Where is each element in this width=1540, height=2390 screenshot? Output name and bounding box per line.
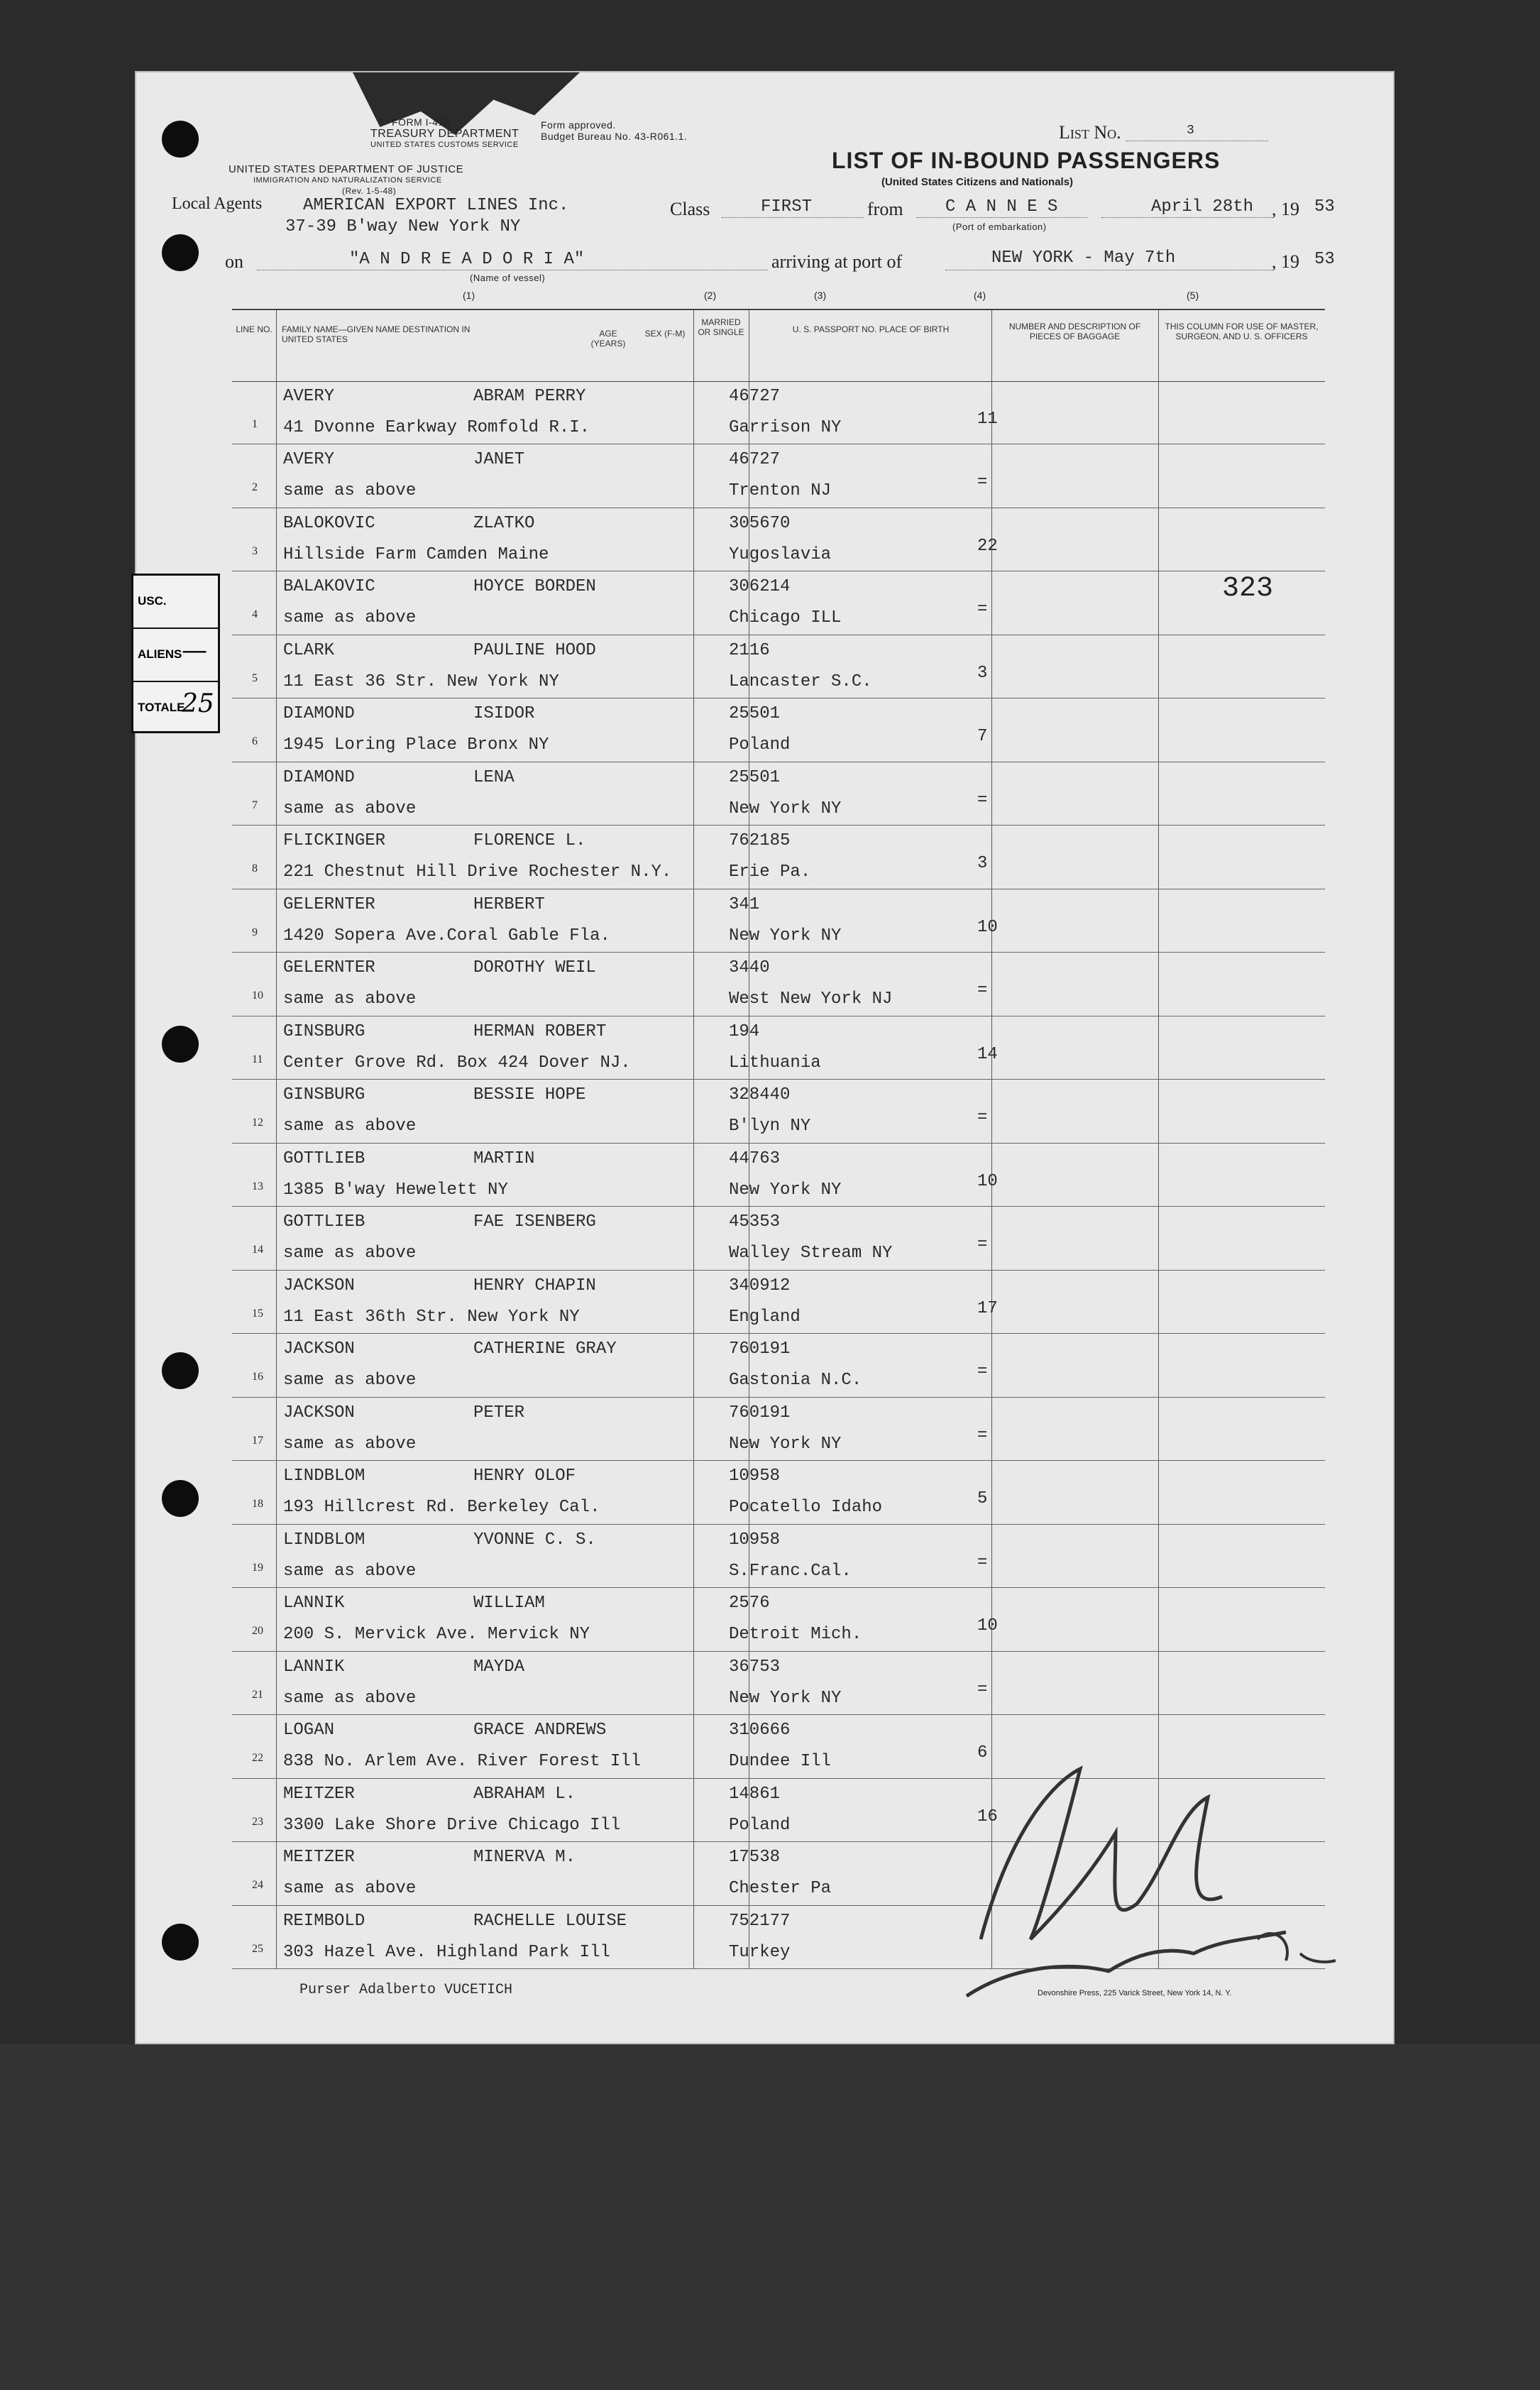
arrival-port: NEW YORK - May 7th [991, 248, 1176, 268]
line-number: 12 [252, 1117, 263, 1129]
given-name: MAYDA [473, 1657, 525, 1677]
destination-address: same as above [283, 1688, 417, 1708]
table-row [232, 1525, 1325, 1588]
family-name: AVERY [283, 450, 335, 470]
signature-stroke-1 [981, 1769, 1222, 1939]
table-row [232, 1398, 1325, 1461]
passport-number: 17538 [729, 1848, 781, 1868]
destination-address: 1385 B'way Hewelett NY [283, 1180, 508, 1200]
col-number-5: (5) [1187, 290, 1199, 301]
budget-bureau: Budget Bureau No. 43-R061.1. [541, 131, 688, 142]
table-row [232, 1652, 1325, 1715]
family-name: LINDBLOM [283, 1530, 365, 1550]
aliens-label: ALIENS [138, 647, 182, 661]
given-name: CATHERINE GRAY [473, 1339, 617, 1359]
passport-number: 762185 [729, 831, 791, 851]
line-number: 3 [252, 544, 258, 557]
line-number: 5 [252, 671, 258, 684]
table-row [232, 1080, 1325, 1143]
family-name: JACKSON [283, 1276, 355, 1295]
place-of-birth: Turkey [729, 1942, 791, 1962]
officer-total: 323 [1222, 573, 1274, 605]
line-number: 24 [252, 1879, 263, 1892]
form-subtitle: (United States Citizens and Nationals) [881, 176, 1074, 188]
passport-number: 194 [729, 1021, 760, 1041]
treasury-label: TREASURY DEPARTMENT [370, 128, 519, 140]
place-of-birth: Chicago ILL [729, 608, 842, 628]
line-number: 11 [252, 1053, 263, 1065]
place-of-birth: Lithuania [729, 1053, 821, 1073]
baggage-count: 6 [977, 1743, 988, 1763]
line-number: 4 [252, 608, 258, 621]
place-of-birth: New York NY [729, 1434, 842, 1454]
local-agents-label: Local Agents [172, 194, 263, 213]
given-name: HERBERT [473, 894, 545, 914]
family-name: GOTTLIEB [283, 1149, 365, 1168]
departure-year: 53 [1314, 197, 1335, 216]
customs-label: UNITED STATES CUSTOMS SERVICE [370, 141, 519, 149]
punch-hole [162, 1026, 199, 1063]
background-bottom [0, 2044, 1540, 2390]
alien-count-box [131, 574, 220, 733]
arriving-label: arriving at port of [771, 251, 903, 272]
passport-number: 328440 [729, 1085, 791, 1105]
given-name: BESSIE HOPE [473, 1085, 586, 1105]
passenger-table [232, 309, 1325, 1969]
table-row [232, 953, 1325, 1016]
given-name: PETER [473, 1403, 525, 1423]
line-number: 8 [252, 862, 258, 875]
class-value: FIRST [761, 197, 813, 216]
baggage-count: 10 [977, 1616, 998, 1636]
destination-address: 11 East 36 Str. New York NY [283, 671, 559, 691]
purser-name: Purser Adalberto VUCETICH [299, 1982, 513, 1998]
passport-number: 45353 [729, 1212, 781, 1232]
destination-address: same as above [283, 1244, 417, 1263]
baggage-count: 3 [977, 663, 988, 683]
punch-hole [162, 121, 199, 158]
place-of-birth: Erie Pa. [729, 862, 811, 882]
col-number-2: (2) [704, 290, 717, 301]
form-approved: Form approved. [541, 119, 616, 131]
press-imprint: Devonshire Press, 225 Varick Street, New York 14, N. Y. [1038, 1989, 1232, 1997]
from-label: from [867, 199, 903, 219]
destination-address: 303 Hazel Ave. Highland Park Ill [283, 1942, 610, 1962]
table-row [232, 1461, 1325, 1524]
revision: (Rev. 1-5-48) [342, 186, 397, 196]
departure-date: April 28th [1151, 197, 1254, 216]
given-name: ABRAHAM L. [473, 1784, 576, 1804]
table-row [232, 444, 1325, 508]
given-name: PAULINE HOOD [473, 640, 596, 660]
place-of-birth: West New York NJ [729, 990, 893, 1009]
family-name: BALAKOVIC [283, 577, 375, 597]
passport-number: 10958 [729, 1530, 781, 1550]
passport-number: 10958 [729, 1467, 781, 1486]
line-number: 1 [252, 418, 258, 430]
given-name: LENA [473, 767, 515, 787]
family-name: FLICKINGER [283, 831, 386, 851]
place-of-birth: New York NY [729, 1180, 842, 1200]
place-of-birth: New York NY [729, 926, 842, 945]
family-name: REIMBOLD [283, 1911, 365, 1931]
family-name: DIAMOND [283, 704, 355, 724]
aliens-value: — [182, 636, 207, 665]
form-number: FORM I-416 [392, 116, 451, 128]
given-name: FAE ISENBERG [473, 1212, 596, 1232]
line-number: 13 [252, 1180, 263, 1193]
place-of-birth: Lancaster S.C. [729, 671, 872, 691]
form-title: LIST OF IN-BOUND PASSENGERS [832, 148, 1221, 173]
header-line-no: LINE NO. [236, 324, 273, 334]
given-name: RACHELLE LOUISE [473, 1911, 627, 1931]
family-name: DIAMOND [283, 767, 355, 787]
table-row [232, 508, 1325, 571]
header-name: FAMILY NAME—GIVEN NAME DESTINATION IN UNITED STATES [282, 324, 471, 344]
table-row [232, 635, 1325, 698]
passport-number: 14861 [729, 1784, 781, 1804]
given-name: MARTIN [473, 1149, 535, 1168]
table-row [232, 698, 1325, 762]
signature-stroke-2 [967, 1932, 1286, 1996]
given-name: HENRY OLOF [473, 1467, 576, 1486]
destination-address: same as above [283, 990, 417, 1009]
family-name: LINDBLOM [283, 1467, 365, 1486]
given-name: ABRAM PERRY [473, 387, 586, 406]
family-name: GINSBURG [283, 1085, 365, 1105]
passport-number: 25501 [729, 767, 781, 787]
given-name: JANET [473, 450, 525, 470]
passport-number: 760191 [729, 1403, 791, 1423]
place-of-birth: New York NY [729, 1688, 842, 1708]
place-of-birth: Poland [729, 735, 791, 755]
given-name: MINERVA M. [473, 1848, 576, 1868]
passport-number: 46727 [729, 450, 781, 470]
col-number-3: (3) [814, 290, 827, 301]
justice-label: UNITED STATES DEPARTMENT OF JUSTICE [229, 163, 464, 175]
line-number: 7 [252, 799, 258, 811]
list-no-label: List No. [1059, 122, 1121, 143]
family-name: GINSBURG [283, 1021, 365, 1041]
line-number: 19 [252, 1561, 263, 1574]
given-name: HENRY CHAPIN [473, 1276, 596, 1295]
family-name: GOTTLIEB [283, 1212, 365, 1232]
passport-number: 305670 [729, 513, 791, 533]
passport-number: 2116 [729, 640, 770, 660]
punch-hole [162, 1480, 199, 1517]
baggage-count: = [977, 1552, 988, 1572]
agent-name: AMERICAN EXPORT LINES Inc. [303, 196, 569, 215]
arrival-year: 53 [1314, 250, 1335, 269]
given-name: FLORENCE L. [473, 831, 586, 851]
place-of-birth: Pocatello Idaho [729, 1498, 883, 1518]
table-row [232, 1016, 1325, 1080]
place-of-birth: New York NY [729, 799, 842, 818]
immigration-label: IMMIGRATION AND NATURALIZATION SERVICE [253, 176, 442, 185]
table-row [232, 1588, 1325, 1651]
place-of-birth: Trenton NJ [729, 481, 832, 501]
agent-address: 37-39 B'way New York NY [285, 217, 521, 236]
line-number: 14 [252, 1244, 263, 1256]
given-name: DOROTHY WEIL [473, 958, 596, 978]
baggage-count: 16 [977, 1807, 998, 1826]
passport-number: 3440 [729, 958, 770, 978]
passport-number: 306214 [729, 577, 791, 597]
line-number: 10 [252, 990, 263, 1002]
baggage-count: = [977, 1679, 988, 1699]
table-row [232, 1334, 1325, 1397]
line-number: 23 [252, 1815, 263, 1828]
punch-hole [162, 234, 199, 271]
header-age: AGE (YEARS) [590, 329, 626, 349]
destination-address: 193 Hillcrest Rd. Berkeley Cal. [283, 1498, 600, 1518]
line-number: 6 [252, 735, 258, 748]
baggage-count: 7 [977, 727, 988, 747]
line-number: 2 [252, 481, 258, 494]
baggage-count: 3 [977, 854, 988, 874]
family-name: LOGAN [283, 1721, 335, 1741]
place-of-birth: Gastonia N.C. [729, 1371, 862, 1391]
destination-address: 221 Chestnut Hill Drive Rochester N.Y. [283, 862, 672, 882]
given-name: WILLIAM [473, 1594, 545, 1613]
punch-hole [162, 1924, 199, 1961]
table-row [232, 762, 1325, 826]
given-name: GRACE ANDREWS [473, 1721, 607, 1741]
arrival-year-prefix: , 19 [1272, 251, 1299, 272]
destination-address: 1945 Loring Place Bronx NY [283, 735, 549, 755]
destination-address: same as above [283, 1434, 417, 1454]
vessel-name: "A N D R E A D O R I A" [349, 250, 585, 269]
passport-number: 46727 [729, 387, 781, 406]
given-name: ISIDOR [473, 704, 535, 724]
baggage-count: = [977, 1425, 988, 1445]
table-row [232, 381, 1325, 444]
line-number: 21 [252, 1688, 263, 1701]
place-of-birth: Poland [729, 1815, 791, 1835]
family-name: MEITZER [283, 1784, 355, 1804]
destination-address: same as above [283, 608, 417, 628]
destination-address: same as above [283, 799, 417, 818]
baggage-count: 22 [977, 536, 998, 556]
passport-number: 752177 [729, 1911, 791, 1931]
place-of-birth: Detroit Mich. [729, 1625, 862, 1645]
baggage-count: 10 [977, 1171, 998, 1191]
line-number: 15 [252, 1307, 263, 1320]
family-name: JACKSON [283, 1339, 355, 1359]
embarkation-caption: (Port of embarkation) [952, 221, 1047, 232]
total-value: 25 [182, 689, 214, 718]
passport-number: 44763 [729, 1149, 781, 1168]
baggage-count: 5 [977, 1489, 988, 1509]
place-of-birth: Yugoslavia [729, 544, 832, 564]
place-of-birth: England [729, 1307, 801, 1327]
vessel-caption: (Name of vessel) [470, 273, 546, 283]
table-row [232, 889, 1325, 953]
baggage-count: = [977, 790, 988, 810]
line-number: 22 [252, 1752, 263, 1765]
table-row [232, 1207, 1325, 1270]
list-no-value: 3 [1187, 124, 1194, 138]
line-number: 9 [252, 926, 258, 938]
family-name: LANNIK [283, 1594, 345, 1613]
table-row [232, 1271, 1325, 1334]
destination-address: same as above [283, 1371, 417, 1391]
baggage-count: = [977, 1108, 988, 1128]
header-passport: U. S. PASSPORT NO. PLACE OF BIRTH [792, 324, 950, 334]
destination-address: 838 No. Arlem Ave. River Forest Ill [283, 1752, 642, 1772]
given-name: YVONNE C. S. [473, 1530, 596, 1550]
header-baggage: NUMBER AND DESCRIPTION OF PIECES OF BAGGAGE [1008, 322, 1141, 341]
destination-address: 1420 Sopera Ave.Coral Gable Fla. [283, 926, 610, 945]
family-name: BALOKOVIC [283, 513, 375, 533]
destination-address: same as above [283, 1561, 417, 1581]
baggage-count: 17 [977, 1298, 998, 1318]
destination-address: 3300 Lake Shore Drive Chicago Ill [283, 1815, 621, 1835]
family-name: AVERY [283, 387, 335, 406]
table-row [232, 1144, 1325, 1207]
col-number-1: (1) [463, 290, 475, 301]
manifest-sheet [135, 71, 1395, 2044]
line-number: 18 [252, 1498, 263, 1511]
family-name: MEITZER [283, 1848, 355, 1868]
punch-hole [162, 1352, 199, 1389]
destination-address: same as above [283, 1879, 417, 1899]
signature [952, 1726, 1364, 2024]
signature-stroke-3 [1258, 1934, 1336, 1962]
destination-address: 200 S. Mervick Ave. Mervick NY [283, 1625, 590, 1645]
destination-address: same as above [283, 1117, 417, 1136]
header-married: MARRIED OR SINGLE [698, 317, 744, 337]
destination-address: Hillside Farm Camden Maine [283, 544, 549, 564]
given-name: ZLATKO [473, 513, 535, 533]
line-number: 17 [252, 1434, 263, 1447]
line-number: 20 [252, 1625, 263, 1638]
given-name: HOYCE BORDEN [473, 577, 596, 597]
family-name: JACKSON [283, 1403, 355, 1423]
class-label: Class [670, 199, 710, 219]
baggage-count: = [977, 981, 988, 1001]
passport-number: 2576 [729, 1594, 770, 1613]
place-of-birth: B'lyn NY [729, 1117, 811, 1136]
usc-label: USC. [138, 594, 167, 608]
baggage-count: 11 [977, 410, 998, 429]
col-number-4: (4) [974, 290, 986, 301]
place-of-birth: Walley Stream NY [729, 1244, 893, 1263]
destination-address: same as above [283, 481, 417, 501]
destination-address: 41 Dvonne Earkway Romfold R.I. [283, 418, 590, 437]
line-number: 25 [252, 1942, 263, 1955]
departure-year-prefix: , 19 [1272, 199, 1299, 219]
table-row [232, 571, 1325, 635]
family-name: GELERNTER [283, 958, 375, 978]
baggage-count: 14 [977, 1044, 998, 1064]
baggage-count: = [977, 1362, 988, 1382]
family-name: GELERNTER [283, 894, 375, 914]
header-sex: SEX (F-M) [644, 329, 686, 339]
passport-number: 341 [729, 894, 760, 914]
passport-number: 760191 [729, 1339, 791, 1359]
passport-number: 310666 [729, 1721, 791, 1741]
place-of-birth: Dundee Ill [729, 1752, 832, 1772]
place-of-birth: Garrison NY [729, 418, 842, 437]
place-of-birth: Chester Pa [729, 1879, 832, 1899]
passport-number: 36753 [729, 1657, 781, 1677]
passport-number: 25501 [729, 704, 781, 724]
baggage-count: = [977, 473, 988, 493]
given-name: HERMAN ROBERT [473, 1021, 607, 1041]
embarkation-port: C A N N E S [945, 197, 1058, 216]
table-row [232, 826, 1325, 889]
on-label: on [225, 251, 243, 272]
family-name: CLARK [283, 640, 335, 660]
total-label: TOTALE [138, 701, 185, 714]
line-number: 16 [252, 1371, 263, 1383]
baggage-count: 10 [977, 917, 998, 937]
passport-number: 340912 [729, 1276, 791, 1295]
baggage-count: = [977, 1235, 988, 1255]
baggage-count: = [977, 600, 988, 620]
header-officers: THIS COLUMN FOR USE OF MASTER, SURGEON, AND U. S. OFFICERS [1165, 322, 1319, 341]
destination-address: 11 East 36th Str. New York NY [283, 1307, 580, 1327]
place-of-birth: S.Franc.Cal. [729, 1561, 852, 1581]
family-name: LANNIK [283, 1657, 345, 1677]
destination-address: Center Grove Rd. Box 424 Dover NJ. [283, 1053, 631, 1073]
